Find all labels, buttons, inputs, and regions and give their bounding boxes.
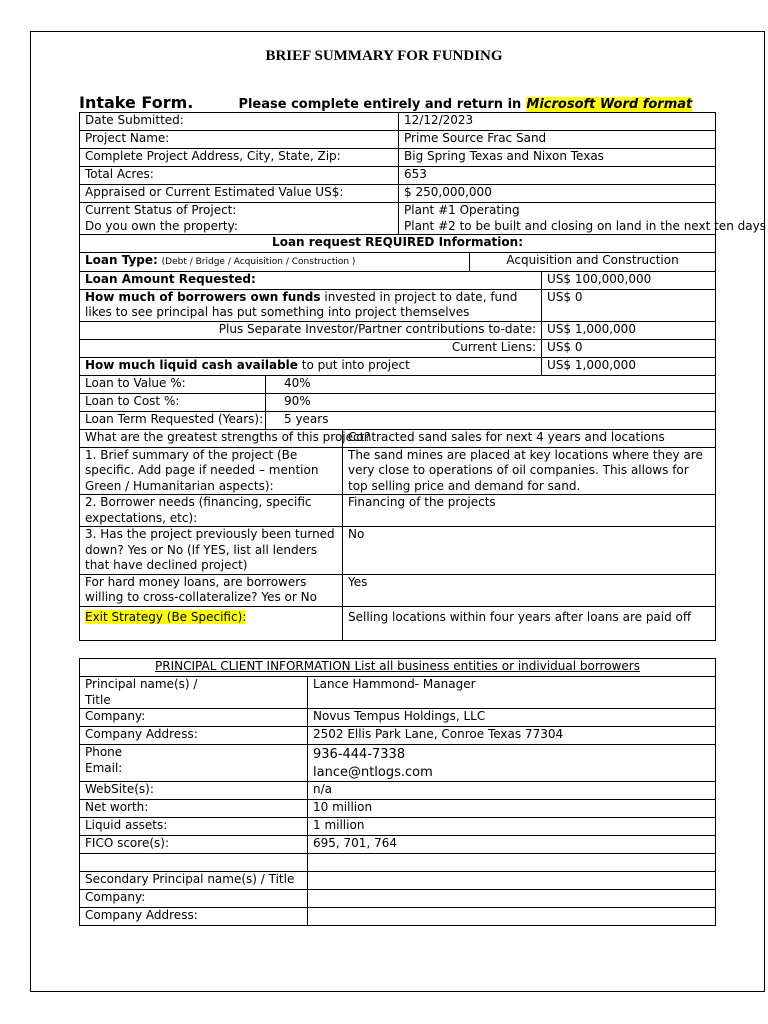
ownership-value-line: Plant #2 to be built and closing on land in the next ten days: [404, 218, 766, 233]
table-row: [80, 709, 716, 727]
table-row: [80, 447, 716, 495]
loan-to-value-field[interactable]: 40%: [266, 375, 716, 393]
document-title: BRIEF SUMMARY FOR FUNDING: [265, 48, 503, 64]
table-row: [80, 289, 716, 321]
turned-down-question: 3. Has the project previously been turned down? Yes or No (If YES, list all lenders that have declined project): [80, 527, 343, 575]
table-row: [80, 357, 716, 375]
loan-type-label-text: Loan Type:: [85, 253, 158, 267]
table-row: [80, 745, 716, 782]
cross-collateralize-question: For hard money loans, are borrowers willing to cross-collateralize? Yes or No: [80, 574, 343, 606]
liquid-cash-field[interactable]: US$ 1,000,000: [542, 357, 716, 375]
fico-label: FICO score(s):: [80, 836, 308, 854]
table-row: [80, 606, 716, 640]
principal-name-field[interactable]: Lance Hammond- Manager: [308, 677, 716, 709]
summary-answer[interactable]: The sand mines are placed at key locations where they are very close to operations of oil companies. This allows for top selling price and demand for sand.: [343, 447, 716, 495]
total-acres-field[interactable]: 653: [399, 167, 716, 185]
liquid-assets-field[interactable]: 1 million: [308, 818, 716, 836]
company-field[interactable]: Novus Tempus Holdings, LLC: [308, 709, 716, 727]
email-value: lance@ntlogs.com: [313, 765, 433, 780]
secondary-company-label: Company:: [80, 890, 308, 908]
current-liens-field[interactable]: US$ 0: [542, 339, 716, 357]
table-row: [80, 185, 716, 203]
own-funds-label-rest: invested in project to date, fund likes to see principal has put something into project themselves: [85, 289, 518, 319]
liquid-cash-label-bold: How much liquid cash available: [85, 357, 298, 372]
table-row: [80, 495, 716, 527]
loan-type-hint: (Debt / Bridge / Acquisition / Construction ): [161, 257, 356, 267]
intake-form-label: Intake Form.: [79, 93, 194, 112]
strengths-answer[interactable]: Contracted sand sales for next 4 years and locations: [343, 429, 716, 447]
net-worth-label: Net worth:: [80, 800, 308, 818]
project-name-label: Project Name:: [80, 131, 399, 149]
table-row: [80, 872, 716, 890]
principal-name-label: [80, 677, 308, 709]
table-row: [80, 908, 716, 926]
table-row: [80, 836, 716, 854]
needs-question: 2. Borrower needs (financing, specific expectations, etc):: [80, 495, 343, 527]
project-status-label: [80, 203, 399, 235]
turned-down-answer[interactable]: No: [343, 527, 716, 575]
table-row: [80, 339, 716, 357]
exit-strategy-highlight: Exit Strategy (Be Specific):: [85, 609, 247, 624]
total-acres-label: Total Acres:: [80, 167, 399, 185]
project-name-field[interactable]: Prime Source Frac Sand: [399, 131, 716, 149]
website-label: WebSite(s):: [80, 782, 308, 800]
table-row: [80, 375, 716, 393]
exit-strategy-question: [80, 606, 343, 640]
table-row: [80, 890, 716, 908]
table-row: [80, 527, 716, 575]
phone-email-field[interactable]: [308, 745, 716, 782]
ownership-label-line: Do you own the property:: [85, 218, 238, 233]
table-row: [80, 321, 716, 339]
company-label: Company:: [80, 709, 308, 727]
summary-question: 1. Brief summary of the project (Be specific. Add page if needed – mention Green / Humanitarian aspects):: [80, 447, 343, 495]
loan-to-cost-label: Loan to Cost %:: [80, 393, 266, 411]
word-format-highlight: Microsoft Word format: [526, 97, 693, 112]
intake-table: [79, 112, 766, 641]
secondary-address-field[interactable]: [308, 908, 716, 926]
own-funds-label: [80, 289, 542, 321]
table-row: [80, 677, 716, 709]
liquid-cash-label: [80, 357, 542, 375]
investor-contributions-label: Plus Separate Investor/Partner contributions to-date:: [80, 321, 542, 339]
table-row: [80, 782, 716, 800]
phone-label: Phone: [85, 745, 123, 759]
loan-to-value-label: Loan to Value %:: [80, 375, 266, 393]
cross-collateralize-answer[interactable]: Yes: [343, 574, 716, 606]
fico-field[interactable]: 695, 701, 764: [308, 836, 716, 854]
table-row: [80, 800, 716, 818]
table-row: [80, 235, 716, 253]
phone-email-label: [80, 745, 308, 782]
secondary-principal-label: Secondary Principal name(s) / Title: [80, 872, 308, 890]
website-field[interactable]: n/a: [308, 782, 716, 800]
company-address-field[interactable]: 2502 Ellis Park Lane, Conroe Texas 77304: [308, 727, 716, 745]
project-status-field[interactable]: [399, 203, 766, 235]
estimated-value-field[interactable]: $ 250,000,000: [399, 185, 716, 203]
phone-value: 936-444-7338: [313, 747, 406, 762]
secondary-address-label: Company Address:: [80, 908, 308, 926]
own-funds-label-bold: How much of borrowers own funds: [85, 289, 321, 304]
table-row: [80, 659, 716, 677]
loan-type-label: [80, 253, 470, 272]
table-row: [80, 271, 716, 289]
strengths-question: What are the greatest strengths of this project?: [80, 429, 343, 447]
table-row: [80, 113, 716, 131]
loan-section-heading: Loan request REQUIRED Information:: [80, 235, 716, 253]
table-row: [80, 149, 716, 167]
own-funds-field[interactable]: US$ 0: [542, 289, 716, 321]
date-label: Date Submitted:: [80, 113, 399, 131]
blank-cell: [308, 854, 716, 872]
date-field[interactable]: 12/12/2023: [399, 113, 716, 131]
loan-amount-field[interactable]: US$ 100,000,000: [542, 271, 716, 289]
blank-cell: [80, 854, 308, 872]
table-row: [80, 253, 716, 272]
company-address-label: Company Address:: [80, 727, 308, 745]
loan-to-cost-field[interactable]: 90%: [266, 393, 716, 411]
table-row: [80, 393, 716, 411]
principal-heading-text: PRINCIPAL CLIENT INFORMATION List all business entities or individual borrowers: [155, 659, 640, 673]
principal-title-label-line: Title: [85, 692, 111, 707]
loan-amount-label: Loan Amount Requested:: [80, 271, 542, 289]
table-row: [80, 131, 716, 149]
table-row: [80, 727, 716, 745]
investor-contributions-field[interactable]: US$ 1,000,000: [542, 321, 716, 339]
project-address-field[interactable]: Big Spring Texas and Nixon Texas: [399, 149, 716, 167]
estimated-value-label: Appraised or Current Estimated Value US$:: [80, 185, 399, 203]
intake-header: [79, 93, 719, 112]
table-row: [80, 818, 716, 836]
secondary-company-field[interactable]: [308, 890, 716, 908]
principal-client-table: [79, 658, 716, 926]
loan-type-field[interactable]: Acquisition and Construction: [470, 253, 716, 272]
project-address-label: Complete Project Address, City, State, Zip:: [80, 149, 399, 167]
principal-name-label-line: Principal name(s) /: [85, 677, 198, 691]
status-value-line: Plant #1 Operating: [404, 203, 520, 217]
needs-answer[interactable]: Financing of the projects: [343, 495, 716, 527]
email-label: Email:: [85, 760, 123, 775]
table-row: [80, 167, 716, 185]
table-row: [80, 411, 716, 429]
liquid-assets-label: Liquid assets:: [80, 818, 308, 836]
intake-instruction: Please complete entirely and return in: [238, 97, 522, 112]
table-row: [80, 854, 716, 872]
table-row: [80, 574, 716, 606]
status-label-line: Current Status of Project:: [85, 203, 237, 217]
loan-term-field[interactable]: 5 years: [266, 411, 716, 429]
exit-strategy-answer[interactable]: Selling locations within four years after loans are paid off: [343, 606, 716, 640]
current-liens-label: Current Liens:: [80, 339, 542, 357]
table-row: [80, 203, 716, 235]
loan-term-label: Loan Term Requested (Years):: [80, 411, 266, 429]
secondary-principal-field[interactable]: [308, 872, 716, 890]
table-row: [80, 429, 716, 447]
net-worth-field[interactable]: 10 million: [308, 800, 716, 818]
liquid-cash-label-rest: to put into project: [297, 357, 410, 372]
principal-section-heading: [80, 659, 716, 677]
